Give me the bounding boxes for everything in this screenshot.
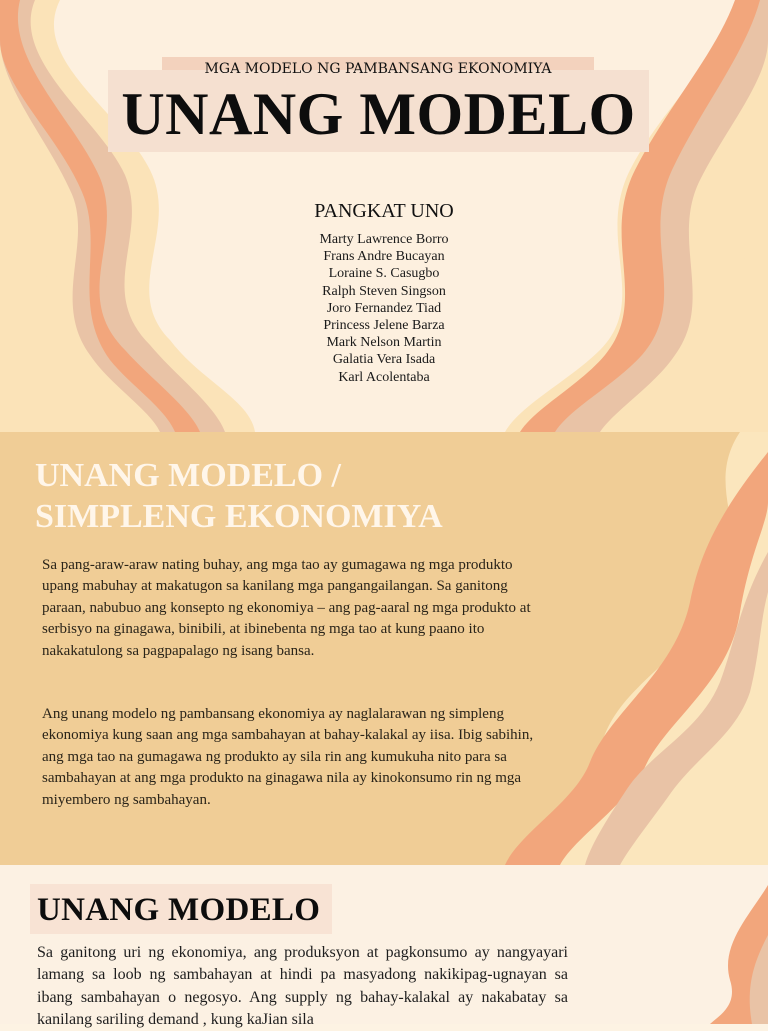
member-list	[0, 231, 768, 386]
paragraph-intro: Sa pang-araw-araw nating buhay, ang mga tao ay gumagawa ng mga produkto upang mabuhay at makatugon sa kanilang mga pangangailangan. Sa ganitong paraan, nabubuo ang konsepto ng ekonomiya – ang pag-aaral ng mga produkto at serbisyo na ginagawa, binibili, at ibinebenta ng mga tao at kung paano ito nakakatulong sa pagpapalago ng isang bansa.	[42, 557, 531, 659]
member-name: Ralph Steven Singson	[322, 283, 446, 299]
paragraph-body: Sa ganitong uri ng ekonomiya, ang produksyon at pagkonsumo ay nangyayari lamang sa loob ng sambahayan at hindi pa masyadong nakikipag-ugnayan sa ibang sambahayan o negosyo. Ang supply ng bahay-kalakal ay nakabatay sa kanilang sariling demand , kung kaJian sila	[37, 944, 568, 1028]
subtitle: MGA MODELO NG PAMBANSANG EKONOMIYA	[204, 61, 552, 77]
section-title	[35, 455, 495, 537]
section-title-line1: UNANG MODELO /	[35, 457, 341, 494]
member-name: Joro Fernandez Tiad	[326, 300, 442, 316]
member-name: Galatia Vera Isada	[332, 352, 436, 368]
member-name: Frans Andre Bucayan	[323, 249, 445, 265]
member-name: Loraine S. Casugbo	[328, 266, 440, 282]
member-name: Karl Acolentaba	[338, 369, 430, 385]
paragraph-model: Ang unang modelo ng pambansang ekonomiya ay naglalarawan ng simpleng ekonomiya kung saan ang mga sambahayan at bahay-kalakal ay iisa. Ibig sabihin, ang mga tao na gumagawa ng produkto ay sila rin ang kumukuha nito para sa sambahayan at ang mga produkto na ginagawa nila ay kinokonsumo rin ng mga miyembero ng sambahayan.	[42, 706, 534, 808]
member-name: Mark Nelson Martin	[326, 335, 442, 351]
page-title: UNANG MODELO	[121, 81, 636, 147]
section-title-line2: SIMPLENG EKONOMIYA	[35, 498, 443, 535]
member-name: Marty Lawrence Borro	[319, 232, 449, 247]
group-name: PANGKAT UNO	[314, 200, 454, 222]
section-title: UNANG MODELO	[37, 892, 321, 928]
slide-title	[0, 0, 768, 432]
member-name: Princess Jelene Barza	[323, 318, 445, 334]
